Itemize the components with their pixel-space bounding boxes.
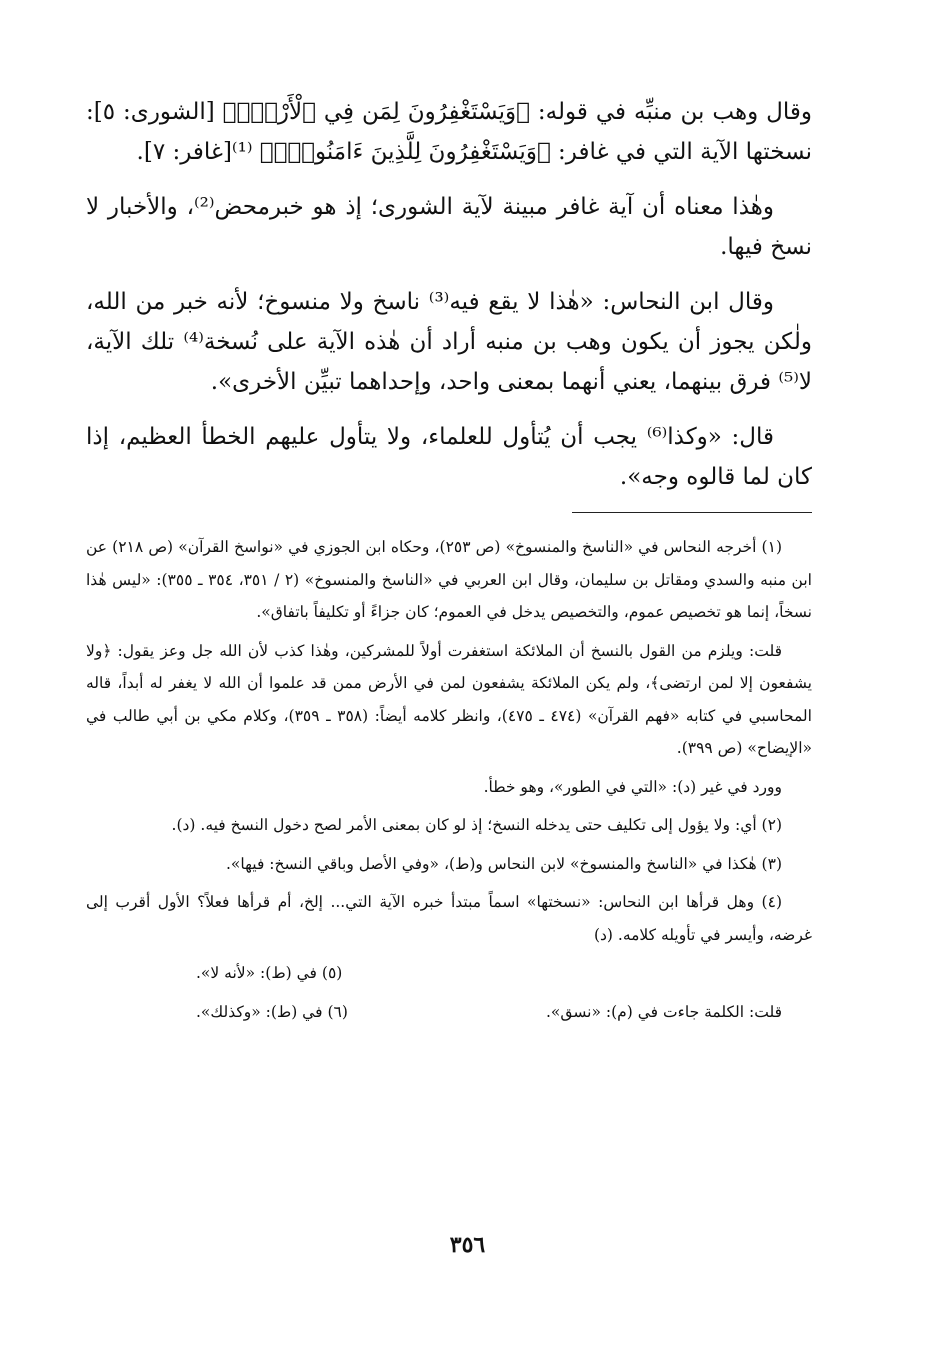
footnote-4: (٤) وهل قرأها ابن النحاس: «نسختها» اسماً مبتدأ خبره الآية التي... إلخ، أم قرأها فعلاً؟ الأول أقرب إلى غرضه، وأيسر في تأويله كلامه. (د) (86, 893, 812, 944)
footnote-3: (٣) هٰكذا في «الناسخ والمنسوخ» لابن النحاس و(ط)، «وفي الأصل وباقي النسخ: فيها». (226, 854, 782, 873)
footnote-2: (٢) أي: ولا يؤول إلى تكليف حتى يدخله النسخ؛ إذ لو كان بمعنى الأمر لصح دخول النسخ فيه. (د). (171, 816, 782, 834)
footnote-row-6 (86, 996, 812, 1029)
footnote-1-variant: وورد في غير (د): «التي في الطور»، وهو خطأ. (483, 777, 782, 796)
footnotes (86, 531, 812, 1028)
footnote-spacer (782, 957, 812, 990)
footnote-1: (١) أخرجه النحاس في «الناسخ والمنسوخ» (ص ٢٥٣)، وحكاه ابن الجوزي في «نواسخ القرآن» (ص ٢١٨) عن ابن منبه والسدي ومقاتل بن سليمان، وقال ابن العربي في «الناسخ والمنسوخ» (٢ / ٣٥١، ٣٥٤ ـ ٣٥٥): «ليس هٰذا نسخاً، إنما هو تخصيص عموم، والتخصيص يدخل في العموم؛ كان جزاءً أو تكليفاً باتفاق». (86, 538, 812, 621)
footnote-4-note: قلت: الكلمة جاءت في (م): «نسق». (546, 1002, 782, 1021)
footnote-1-note: قلت: ويلزم من القول بالنسخ أن الملائكة استغفرت أولاً للمشركين، وهٰذا كذب لأن الله جل وعز يقول: ﴿ولا يشفعون إلا لمن ارتضى﴾، ولم يكن الملائكة يشفعون لمن في الأرض ممن قد علموا أن الله لا يغفر له أبداً، قاله المحاسبي في كتابه «فهم القرآن» (٤٧٤ ـ ٤٧٥)، وانظر كلامه أيضاً: (٣٥٨ ـ ٣٥٩)، وكلام مكي بن أبي طالب في «الإيضاح» (ص ٣٩٩). (86, 641, 812, 757)
paragraph-meaning: وهٰذا معناه أن آية غافر مبينة لآية الشورى؛ إذ هو خبرمحض⁽²⁾، والأخبار لا نسخ فيها. (86, 194, 812, 260)
book-page (86, 92, 812, 1322)
footnote-divider (572, 512, 812, 513)
paragraph-wahb-quote: وقال وهب بن منبِّه في قوله: ﴿وَيَسْتَغْفِرُونَ لِمَن فِي ٱلْأَرْضِۗ﴾ [الشورى: ٥]: نسختها الآية التي في غافر: ﴿وَيَسْتَغْفِرُونَ لِلَّذِينَ ءَامَنُواْۖ﴾ ⁽¹⁾[غافر: ٧]. (86, 99, 812, 165)
paragraph-ibn-nahhas: وقال ابن النحاس: «هٰذا لا يقع فيه⁽³⁾ ناسخ ولا منسوخ؛ لأنه خبر من الله، ولٰكن يجوز أن يكون وهب بن منبه أراد أن هٰذه الآية على نُسخة⁽⁴⁾ تلك الآية، لا⁽⁵⁾ فرق بينهما، يعني أنهما بمعنى واحد، وإحداهما تبيِّن الأخرى». (86, 289, 812, 395)
footnote-5: (٥) في (ط): «لأنه لا». (196, 964, 343, 982)
footnote-6: (٦) في (ط): «وكذلك». (196, 1002, 348, 1021)
page-number: ٣٥٦ (449, 1232, 486, 1258)
footnote-row-5 (86, 957, 812, 990)
main-text (86, 92, 812, 497)
paragraph-qala: قال: «وكذا⁽⁶⁾ يجب أن يُتأول للعلماء، ولا يتأول عليهم الخطأ العظيم، إذا كان لما قالوه وجه». (86, 424, 812, 490)
